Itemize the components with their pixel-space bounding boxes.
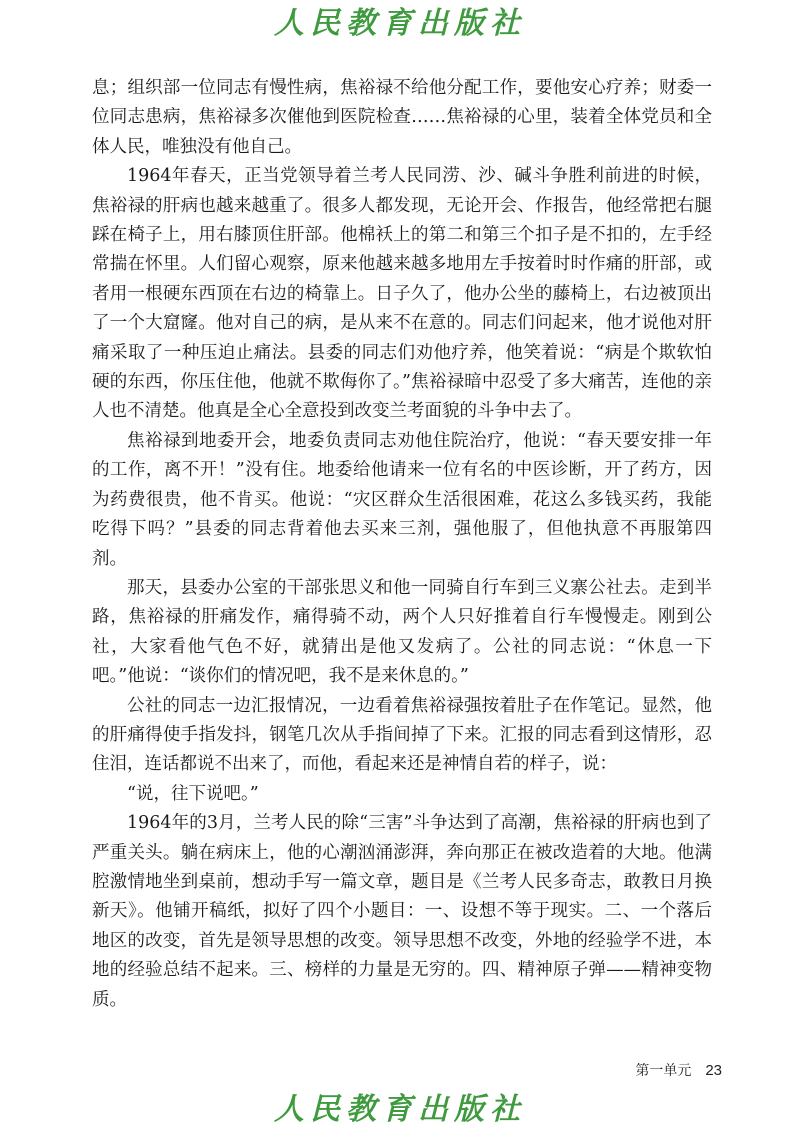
paragraph-6: “说，往下说吧。” [127,783,259,804]
article-body [92,74,712,1015]
publisher-watermark-bottom: 人民教育出版社 [274,1092,526,1127]
paragraph-1: 息；组织部一位同志有慢性病，焦裕禄不给他分配工作，要他安心疗养；财委一位同志患病，焦裕禄多次催他到医院检查……焦裕禄的心里，装着全体党员和全体人民，唯独没有他自己。 [92,78,712,157]
paragraph-5: 公社的同志一边汇报情况，一边看着焦裕禄强按着肚子在作笔记。显然，他的肝痛得使手指发抖，钢笔几次从手指间掉了下来。汇报的同志看到这情形，忍住泪，连话都说不出来了，而他，看起来还是神情自若的样子，说： [92,695,712,775]
paragraph-4: 那天，县委办公室的干部张思义和他一同骑自行车到三义寨公社去。走到半路，焦裕禄的肝痛发作，痛得骑不动，两个人只好推着自行车慢慢走。刚到公社，大家看他气色不好，就猜出是他又发病了。公社的同志说：“休息一下吧。”他说：“谈你们的情况吧，我不是来休息的。” [92,577,712,687]
page-number: 23 [705,1062,722,1079]
publisher-watermark-top: 人民教育出版社 [274,6,526,41]
page-footer [635,1060,722,1081]
unit-label: 第一单元 [635,1062,692,1078]
paragraph-7: 1964年的3月，兰考人民的除“三害”斗争达到了高潮，焦裕禄的肝病也到了严重关头。躺在病床上，他的心潮汹涌澎湃，奔向那正在被改造着的大地。他满腔激情地坐到桌前，想动手写一篇文章，题目是《兰考人民多奇志，敢教日月换新天》。他铺开稿纸，拟好了四个小题目：一、设想不等于现实。二、一个落后地区的改变，首先是领导思想的改变。领导思想不改变，外地的经验学不进，本地的经验总结不起来。三、榜样的力量是无穷的。四、精神原子弹——精神变物质。 [92,813,712,1010]
paragraph-2: 1964年春天，正当党领导着兰考人民同涝、沙、碱斗争胜利前进的时候，焦裕禄的肝病也越来越重了。很多人都发现，无论开会、作报告，他经常把右腿踩在椅子上，用右膝顶住肝部。他棉袄上的第二和第三个扣子是不扣的，左手经常揣在怀里。人们留心观察，原来他越来越多地用左手按着时时作痛的肝部，或者用一根硬东西顶在右边的椅靠上。日子久了，他办公坐的藤椅上，右边被顶出了一个大窟窿。他对自己的病，是从来不在意的。同志们问起来，他才说他对肝痛采取了一种压迫止痛法。县委的同志们劝他疗养，他笑着说：“病是个欺软怕硬的东西，你压住他，他就不欺侮你了。”焦裕禄暗中忍受了多大痛苦，连他的亲人也不清楚。他真是全心全意投到改变兰考面貌的斗争中去了。 [92,166,712,422]
paragraph-3: 焦裕禄到地委开会，地委负责同志劝他住院治疗，他说：“春天要安排一年的工作，离不开！”没有住。地委给他请来一位有名的中医诊断，开了药方，因为药费很贵，他不肯买。他说：“灾区群众生活很困难，花这么多钱买药，我能吃得下吗？”县委的同志背着他去买来三剂，强他服了，但他执意不再服第四剂。 [92,430,712,569]
